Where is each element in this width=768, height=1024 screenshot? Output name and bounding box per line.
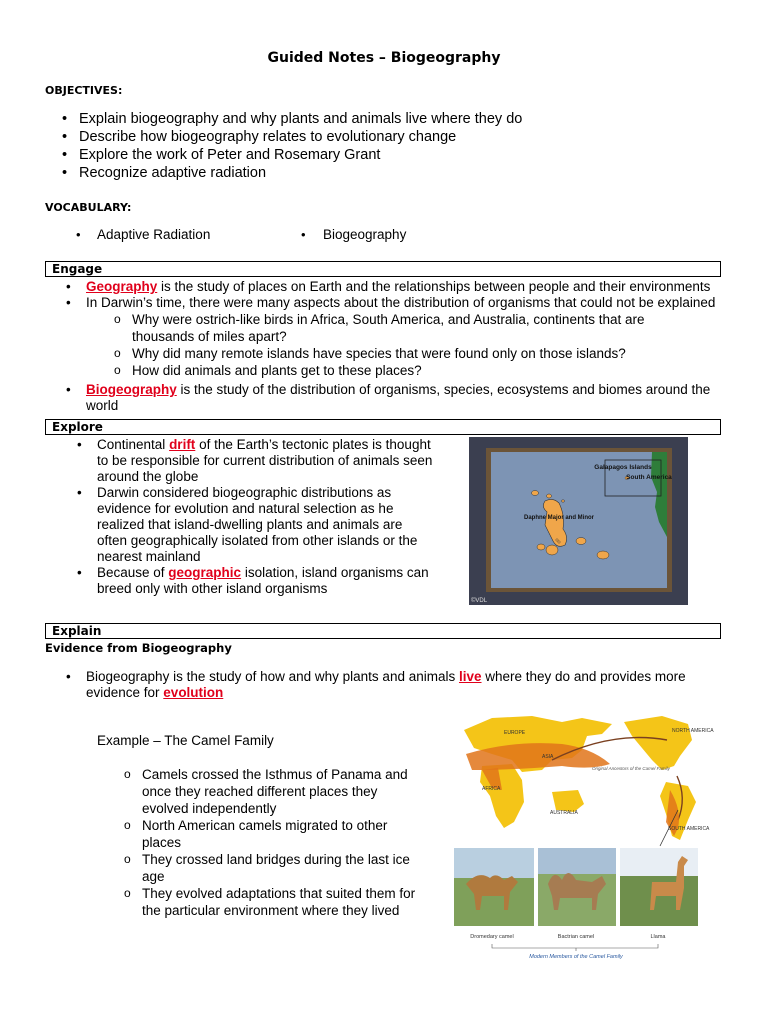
example-label: Example – The Camel Family: [97, 733, 274, 748]
figure-label-asia: ASIA: [542, 754, 554, 760]
explain-sub-list: [124, 766, 424, 919]
sub-list-item: o Why were ostrich-like birds in Africa, South America, and Australia, continents that are thousands of miles apart?: [114, 311, 694, 345]
keyword-live: live: [458, 669, 482, 684]
figure-caption-llama: Llama: [650, 934, 666, 940]
figure-caption-dromedary: Dromedary camel: [470, 934, 514, 940]
objective-item: • Explore the work of Peter and Rosemary Grant: [62, 146, 522, 164]
list-item: • Biogeography is the study of the distribution of organisms, species, ecosystems and biomes around the world: [62, 382, 732, 414]
dromedary-camel-photo: [454, 848, 534, 926]
objective-item: • Recognize adaptive radiation: [62, 164, 522, 182]
list-item: • In Darwin’s time, there were many aspects about the distribution of organisms that could not be explained: [62, 295, 732, 311]
list-item: • Because of geographic isolation, island organisms can breed only with other island organisms: [73, 565, 433, 597]
vocabulary-heading: VOCABULARY:: [45, 201, 132, 214]
keyword-biogeography: Biogeography: [86, 382, 177, 397]
map-label-south-america: South America: [626, 474, 672, 481]
explain-section: [62, 669, 722, 701]
keyword-geographic: geographic: [168, 565, 242, 580]
explain-heading: Explain: [45, 623, 721, 639]
explore-heading: Explore: [45, 419, 721, 435]
explore-section: [73, 437, 433, 597]
list-item: • Biogeography is the study of how and why plants and animals live where they do and provides more evidence for evolution: [62, 669, 722, 701]
camel-family-figure: [452, 710, 724, 962]
objective-item: • Explain biogeography and why plants and animals live where they do: [62, 110, 522, 128]
sub-list-item: o They crossed land bridges during the last ice age: [124, 851, 424, 885]
sub-list-item: o How did animals and plants get to these places?: [114, 362, 694, 379]
sub-list-item: o They evolved adaptations that suited them for the particular environment where they lived: [124, 885, 424, 919]
vocab-item: Adaptive Radiation: [97, 227, 211, 242]
keyword-geography: Geography: [86, 279, 158, 294]
galapagos-map-image: [469, 437, 688, 605]
figure-label-europe: EUROPE: [504, 730, 526, 736]
keyword-evolution: evolution: [163, 685, 224, 700]
map-label-daphne: Daphne Major and Minor: [523, 515, 595, 521]
figure-label-australia: AUSTRALIA: [550, 810, 578, 816]
map-label-galapagos: Galapagos Islands: [594, 464, 652, 471]
vocabulary-list: • Adaptive Radiation • Biogeography: [76, 227, 407, 242]
vocab-item: Biogeography: [323, 227, 407, 242]
explain-subheading: Evidence from Biogeography: [45, 641, 232, 655]
engage-section: [62, 279, 732, 414]
list-item: • Continental drift of the Earth’s tectonic plates is thought to be responsible for current distribution of animals seen around the globe: [73, 437, 433, 485]
figure-label-ancestors: Original Ancestors of the Camel Family: [592, 766, 670, 771]
sub-list-item: o North American camels migrated to other places: [124, 817, 424, 851]
list-item: • Geography is the study of places on Earth and the relationships between people and their environments: [62, 279, 732, 295]
bactrian-camel-photo: [538, 848, 616, 926]
figure-label-north-america: NORTH AMERICA: [672, 728, 714, 734]
objectives-list: [62, 110, 522, 182]
sub-list-item: o Camels crossed the Isthmus of Panama and once they reached different places they evolved independently: [124, 766, 424, 817]
figure-caption-main: Modern Members of the Camel Family: [529, 954, 623, 960]
engage-heading: Engage: [45, 261, 721, 277]
list-item: • Darwin considered biogeographic distributions as evidence for evolution and natural selection as he realized that island-dwelling plants and animals are often geographically isolated from other islands or the nearest mainland: [73, 485, 433, 565]
map-watermark: ©VDL: [471, 598, 488, 604]
figure-label-africa: AFRICA: [482, 786, 501, 792]
page-title: Guided Notes – Biogeography: [267, 50, 501, 66]
objectives-heading: OBJECTIVES:: [45, 84, 123, 97]
llama-photo: [620, 848, 698, 926]
figure-label-south-america: SOUTH AMERICA: [668, 826, 710, 832]
sub-list-item: o Why did many remote islands have species that were found only on those islands?: [114, 345, 694, 362]
figure-caption-bactrian: Bactrian camel: [557, 934, 595, 940]
keyword-drift: drift: [169, 437, 196, 452]
objective-item: • Describe how biogeography relates to evolutionary change: [62, 128, 522, 146]
